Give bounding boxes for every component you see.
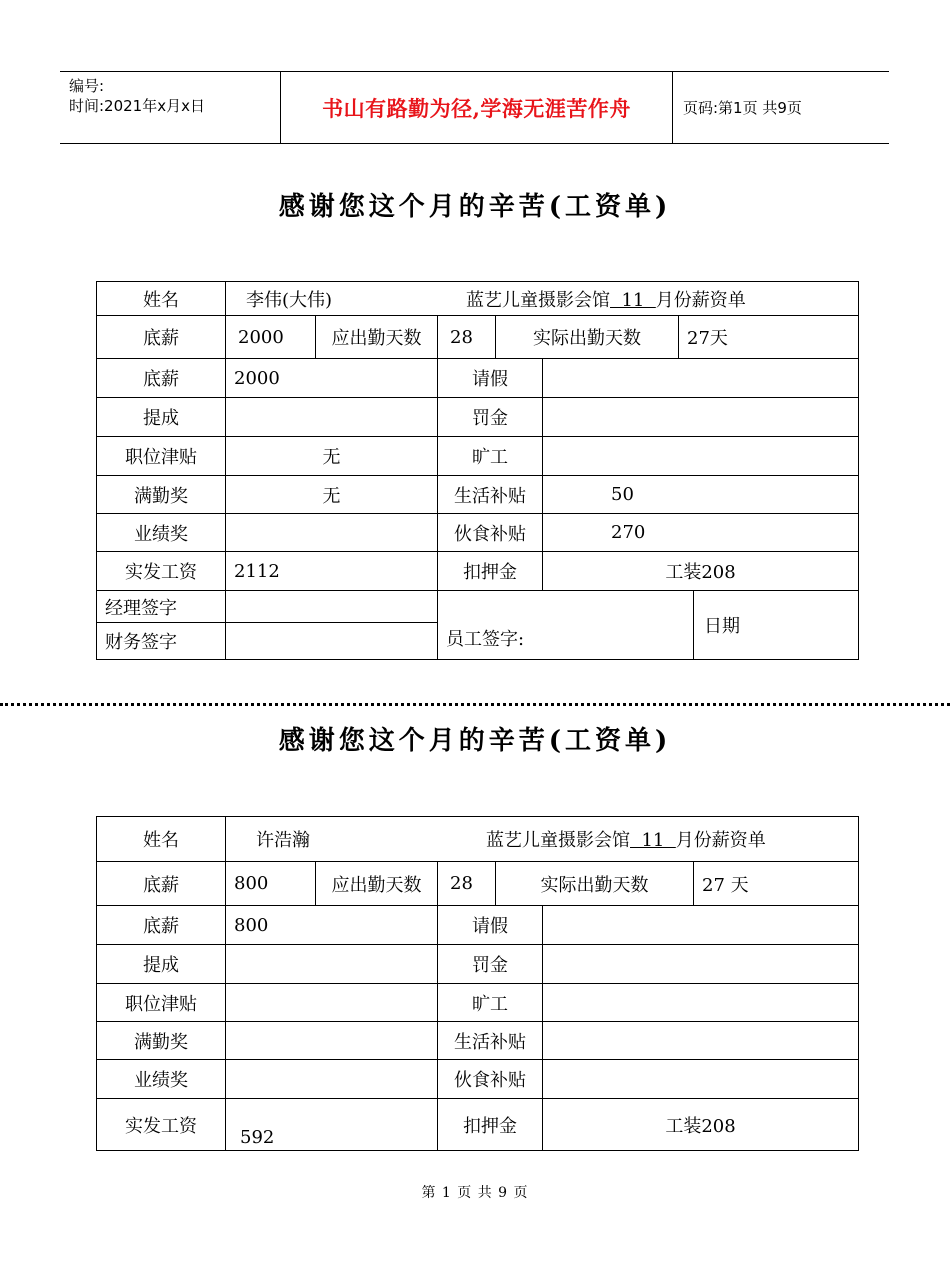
- actual-days-value: 27天: [679, 316, 859, 359]
- leave-value: [543, 359, 859, 398]
- attendance-bonus-value: 无: [226, 476, 438, 514]
- base-salary-label: 底薪: [97, 862, 226, 906]
- deposit-value: 工装208: [543, 1099, 859, 1151]
- due-days-value: 28: [438, 862, 496, 906]
- position-allowance-value: [226, 984, 438, 1022]
- cut-line-divider: [0, 703, 950, 706]
- slip2-title: 感谢您这个月的辛苦(工资单): [278, 726, 672, 756]
- salary-sheet-label: 月份薪资单: [655, 289, 746, 311]
- performance-bonus-label: 业绩奖: [97, 514, 226, 552]
- date-label[interactable]: 日期: [694, 591, 859, 660]
- absence-label: 旷工: [438, 437, 543, 476]
- company-name: 蓝艺儿童摄影会馆: [466, 289, 610, 311]
- fine-value: [543, 945, 859, 984]
- commission-value: [226, 398, 438, 437]
- slip1-title: 感谢您这个月的辛苦(工资单): [278, 192, 672, 222]
- base-salary-label-2: 底薪: [97, 359, 226, 398]
- salary-sheet-label: 月份薪资单: [675, 830, 766, 851]
- commission-label: 提成: [97, 945, 226, 984]
- page-footer: 第 1 页 共 9 页: [421, 1185, 529, 1201]
- actual-days-label: 实际出勤天数: [496, 862, 694, 906]
- living-allowance-value: [543, 1022, 859, 1060]
- commission-label: 提成: [97, 398, 226, 437]
- document-header: [60, 71, 889, 144]
- employee-name: 李伟(大伟): [246, 289, 333, 311]
- living-allowance-label: 生活补贴: [438, 1022, 543, 1060]
- employee-name: 许浩瀚: [256, 830, 310, 851]
- fine-label: 罚金: [438, 945, 543, 984]
- salary-month: 11: [610, 289, 656, 311]
- header-motto: 书山有路勤为径,学海无涯苦作舟: [281, 72, 673, 143]
- performance-bonus-value: [226, 1060, 438, 1099]
- meal-allowance-label: 伙食补贴: [438, 514, 543, 552]
- leave-label: 请假: [438, 906, 543, 945]
- finance-sign-label: 财务签字: [97, 623, 226, 660]
- meal-allowance-label: 伙食补贴: [438, 1060, 543, 1099]
- net-pay-value: 592: [226, 1099, 438, 1151]
- base-salary-value-2: 800: [226, 906, 438, 945]
- header-time-label: 时间:2021年x月x日: [69, 97, 205, 115]
- actual-days-label: 实际出勤天数: [496, 316, 679, 359]
- attendance-bonus-value: [226, 1022, 438, 1060]
- deposit-value: 工装208: [543, 552, 859, 591]
- manager-sign-field[interactable]: [226, 591, 438, 623]
- net-pay-label: 实发工资: [97, 1099, 226, 1151]
- due-days-label: 应出勤天数: [316, 862, 438, 906]
- absence-value: [543, 984, 859, 1022]
- absence-label: 旷工: [438, 984, 543, 1022]
- commission-value: [226, 945, 438, 984]
- base-salary-label: 底薪: [97, 316, 226, 359]
- finance-sign-field[interactable]: [226, 623, 438, 660]
- meal-allowance-value: 270: [543, 514, 859, 552]
- absence-value: [543, 437, 859, 476]
- name-label: 姓名: [97, 817, 226, 862]
- header-page-info: 页码:第1页 共9页: [683, 99, 802, 117]
- attendance-bonus-label: 满勤奖: [97, 1022, 226, 1060]
- due-days-value: 28: [438, 316, 496, 359]
- performance-bonus-value: [226, 514, 438, 552]
- name-label: 姓名: [97, 282, 226, 316]
- header-number-label: 编号:: [69, 77, 105, 95]
- performance-bonus-label: 业绩奖: [97, 1060, 226, 1099]
- net-pay-value: 2112: [226, 552, 438, 591]
- leave-value: [543, 906, 859, 945]
- name-row: [226, 817, 859, 862]
- base-salary-value: 800: [226, 862, 316, 906]
- manager-sign-label: 经理签字: [97, 591, 226, 623]
- attendance-bonus-label: 满勤奖: [97, 476, 226, 514]
- employee-sign-label[interactable]: 员工签字:: [438, 591, 694, 660]
- header-meta: [60, 72, 281, 143]
- base-salary-label-2: 底薪: [97, 906, 226, 945]
- leave-label: 请假: [438, 359, 543, 398]
- name-row: [226, 282, 859, 316]
- deposit-label: 扣押金: [438, 552, 543, 591]
- fine-value: [543, 398, 859, 437]
- living-allowance-value: 50: [543, 476, 859, 514]
- salary-month: 11: [630, 830, 676, 851]
- actual-days-value: 27 天: [694, 862, 859, 906]
- payslip-table-1: [96, 281, 859, 660]
- position-allowance-label: 职位津贴: [97, 984, 226, 1022]
- position-allowance-value: 无: [226, 437, 438, 476]
- due-days-label: 应出勤天数: [316, 316, 438, 359]
- living-allowance-label: 生活补贴: [438, 476, 543, 514]
- base-salary-value: 2000: [226, 316, 316, 359]
- fine-label: 罚金: [438, 398, 543, 437]
- company-name: 蓝艺儿童摄影会馆: [486, 830, 630, 851]
- base-salary-value-2: 2000: [226, 359, 438, 398]
- meal-allowance-value: [543, 1060, 859, 1099]
- position-allowance-label: 职位津贴: [97, 437, 226, 476]
- deposit-label: 扣押金: [438, 1099, 543, 1151]
- payslip-table-2: [96, 816, 859, 1151]
- net-pay-label: 实发工资: [97, 552, 226, 591]
